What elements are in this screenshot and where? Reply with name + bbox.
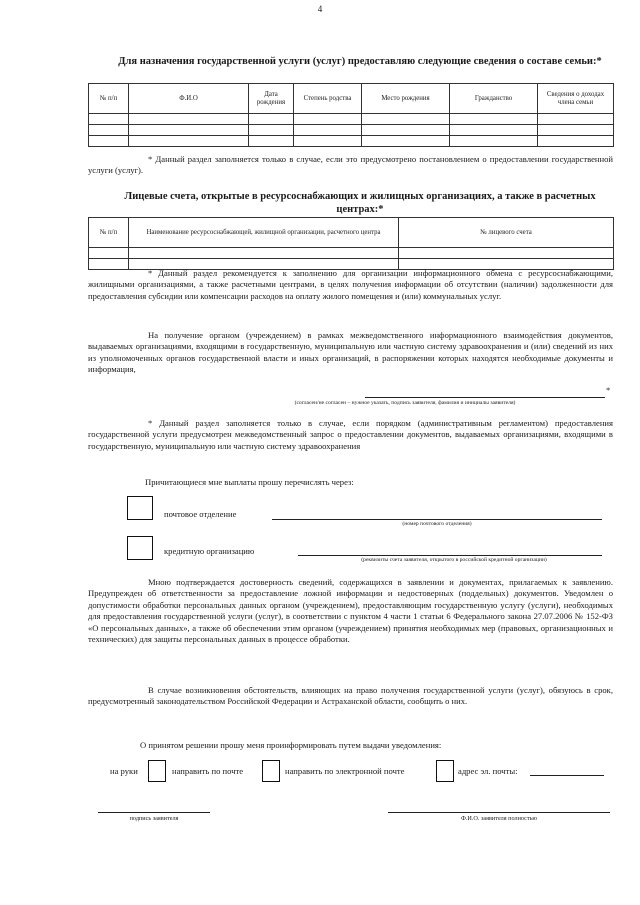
email-address-field[interactable] <box>530 775 604 776</box>
notify-post-checkbox[interactable] <box>262 760 280 782</box>
payments-intro: Причитающиеся мне выплаты прошу перечислять через: <box>145 477 354 487</box>
notify-hand-checkbox[interactable] <box>148 760 166 782</box>
bank-caption: (реквизиты счета заявителя, открытого в российской кредитной организации) <box>361 557 547 563</box>
table-cell[interactable] <box>89 114 129 125</box>
bank-field[interactable] <box>298 555 602 556</box>
post-office-checkbox[interactable] <box>127 496 153 520</box>
col-income: Сведения о доходах члена семьи <box>538 84 614 114</box>
bank-label: кредитную организацию <box>164 546 255 556</box>
table-cell[interactable] <box>89 125 129 136</box>
table-cell[interactable] <box>450 136 538 147</box>
col-account-number: № лицевого счета <box>399 218 614 248</box>
notify-email-label: направить по электронной почте <box>285 766 405 776</box>
table-cell[interactable] <box>129 125 249 136</box>
family-note: * Данный раздел заполняется только в случае, если это предусмотрено постановлением о предоставлении государственной услуги (услуг). <box>88 154 613 176</box>
notify-hand-label: на руки <box>110 766 138 776</box>
page-number: 4 <box>317 4 323 14</box>
col-num: № п/п <box>89 218 129 248</box>
bank-checkbox[interactable] <box>127 536 153 560</box>
accounts-heading: Лицевые счета, открытые в ресурсоснабжающих и жилищных организациях, а также в расчетных центрах:* <box>124 191 596 215</box>
table-cell[interactable] <box>362 114 450 125</box>
table-cell[interactable] <box>129 248 399 259</box>
table-cell[interactable] <box>362 125 450 136</box>
table-cell[interactable] <box>249 136 294 147</box>
table-cell[interactable] <box>450 125 538 136</box>
col-dob: Дата рождения <box>249 84 294 114</box>
table-cell[interactable] <box>129 114 249 125</box>
notify-post-label: направить по почте <box>172 766 244 776</box>
accounts-note: * Данный раздел рекомендуется к заполнению для организации информационного обмена с ресурсоснабжающими, жилищными организациями, а также расчетными центрами, в целях получения информации об отсутствии (наличии) задолженности для предоставления субсидии или компенсации расходов на оплату жилого помещения и (или) коммунальных услуг. <box>88 268 613 301</box>
applicant-name-line[interactable] <box>388 812 610 813</box>
confirm-paragraph-1: Мною подтверждается достоверность сведений, содержащихся в заявлении и документах, прилагаемых к заявлению. Предупрежден об ответственности за предоставление ложной информации и недостоверных (поддельных) документов. Уведомлен о допустимости обработки персональных данных органом (учреждением), предоставляющим государственную услугу (услуги), необходимых для предоставления государственной услуги (услуг), в соответствии с пунктом 4 части 1 статьи 6 Федерального закона 27.07.2006 № 152-ФЗ «О персональных данных», а также об обеспечении этим органом (учреждением) принятия необходимых мер (правовых, организационных и технических) для защиты персональных данных в процессе обработки. <box>88 577 613 645</box>
col-citizenship: Гражданство <box>450 84 538 114</box>
consent-signature-line[interactable] <box>365 397 605 398</box>
notify-email-checkbox[interactable] <box>436 760 454 782</box>
table-cell[interactable] <box>538 114 614 125</box>
table-cell[interactable] <box>249 114 294 125</box>
consent-note: * Данный раздел заполняется только в случае, если порядком (административным регламентом) предоставления государственной услуги предусмотрен межведомственный запрос о предоставлении документов, выдаваемых организациями, входящими в государственную, муниципальную или частную систему здравоохранения <box>88 418 613 451</box>
table-cell[interactable] <box>129 136 249 147</box>
table-cell[interactable] <box>89 248 129 259</box>
table-cell[interactable] <box>249 125 294 136</box>
post-office-field[interactable] <box>272 519 602 520</box>
col-kinship: Степень родства <box>294 84 362 114</box>
table-cell[interactable] <box>294 114 362 125</box>
consent-body: На получение органом (учреждением) в рамках межведомственного информационного взаимодействия документов, выдаваемых организациями, входящими в государственную, муниципальную или частную систему здравоохранения и (или) сведений из них из уполномоченных органов государственной власти и иных организаций, в распоряжении которых находятся необходимые документы и информация, <box>88 330 613 375</box>
post-office-label: почтовое отделение <box>164 509 237 519</box>
table-cell[interactable] <box>294 136 362 147</box>
consent-star: * <box>606 385 611 395</box>
col-num: № п/п <box>89 84 129 114</box>
col-organization: Наименование ресурсоснабжающей, жилищной организации, расчетного центра <box>129 218 399 248</box>
col-birthplace: Место рождения <box>362 84 450 114</box>
table-cell[interactable] <box>89 136 129 147</box>
name-caption: Ф.И.О. заявителя полностью <box>460 815 538 822</box>
family-table <box>88 83 614 147</box>
table-cell[interactable] <box>294 125 362 136</box>
confirm-paragraph-2: В случае возникновения обстоятельств, влияющих на право получения государственной услуги (услуг), обязуюсь в срок, предусмотренный законодательством Российской Федерации и Астраханской области, сообщить о них. <box>88 685 613 707</box>
accounts-table <box>88 217 614 270</box>
family-heading: Для назначения государственной услуги (услуг) предоставляю следующие сведения о составе семьи:* <box>118 56 602 67</box>
consent-text <box>88 330 613 376</box>
col-fio: Ф.И.О <box>129 84 249 114</box>
post-office-caption: (номер почтового отделения) <box>402 521 472 527</box>
table-cell[interactable] <box>538 136 614 147</box>
notify-email-address-label: адрес эл. почты: <box>458 766 518 776</box>
table-cell[interactable] <box>399 248 614 259</box>
notify-heading: О принятом решении прошу меня проинформировать путем выдачи уведомления: <box>140 740 442 750</box>
signature-caption: подпись заявителя <box>129 815 179 822</box>
applicant-signature-line[interactable] <box>98 812 210 813</box>
table-cell[interactable] <box>450 114 538 125</box>
consent-caption: (согласен/не согласен – нужное указать, подпись заявителя, фамилия и инициалы заявителя) <box>294 400 516 406</box>
table-cell[interactable] <box>362 136 450 147</box>
table-cell[interactable] <box>538 125 614 136</box>
